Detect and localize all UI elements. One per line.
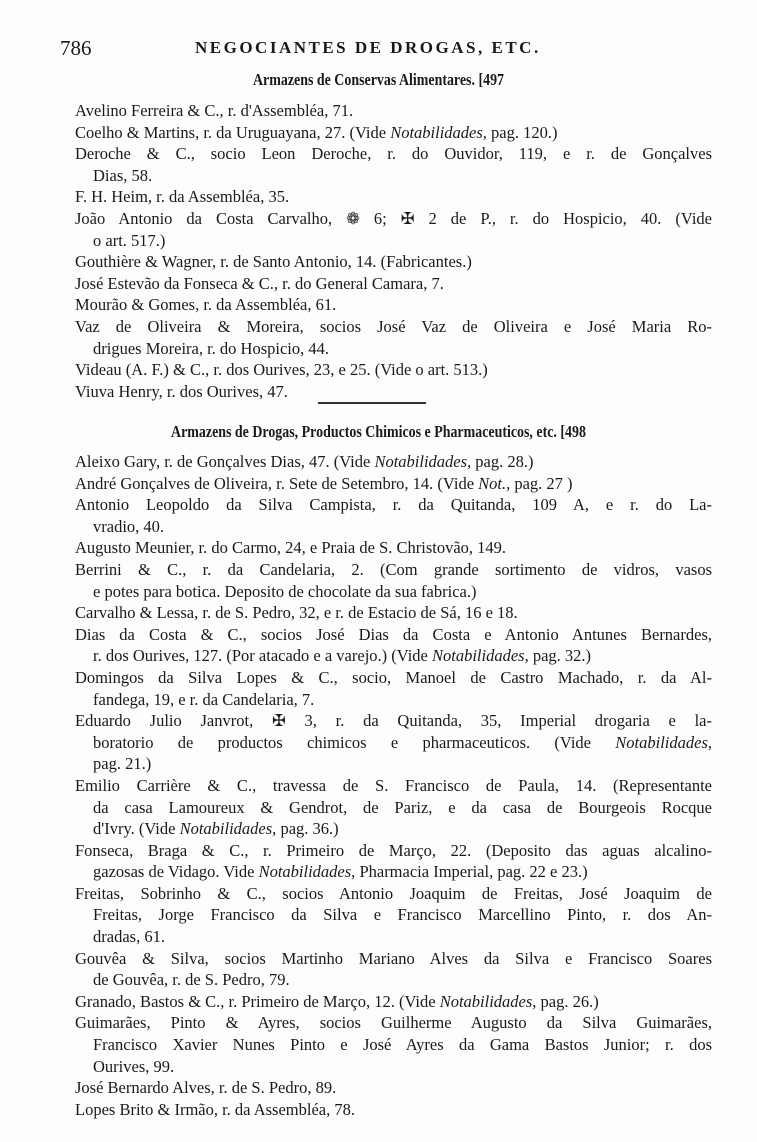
entry-text: r. dos Ourives, 127. (Por atacado e a varejo.) (Vide bbox=[93, 646, 432, 666]
entry-continuation-line bbox=[75, 1056, 712, 1078]
list-item bbox=[75, 624, 712, 667]
entry-text: da casa Lamoureux & Gendrot, de Pariz, e da casa de Bourgeois Rocque bbox=[93, 797, 712, 817]
entry-line bbox=[75, 991, 712, 1013]
entry-text: e potes para botica. Deposito de chocolate da sua fabrica.) bbox=[93, 581, 477, 601]
entry-text: Guimarães, Pinto & Ayres, socios Guilherme Augusto da Silva Guimarães, bbox=[75, 1013, 712, 1033]
entry-continuation-line bbox=[75, 797, 712, 819]
entry-text: pag. 26.) bbox=[536, 991, 599, 1011]
entry-line bbox=[75, 710, 712, 732]
entry-line bbox=[75, 602, 712, 624]
entry-line bbox=[75, 883, 712, 905]
list-item bbox=[75, 1077, 712, 1099]
entry-continuation-line bbox=[75, 732, 712, 754]
entry-line bbox=[75, 451, 712, 473]
entry-text: Deroche & C., socio Leon Deroche, r. do Ouvidor, 119, e r. de Gonçalves bbox=[75, 144, 712, 164]
entry-line bbox=[75, 1012, 712, 1034]
entry-continuation-line bbox=[75, 516, 712, 538]
entry-text: André Gonçalves de Oliveira, r. Sete de Setembro, 14. (Vide bbox=[75, 473, 479, 493]
entry-line bbox=[75, 208, 712, 230]
list-item bbox=[75, 143, 712, 186]
entry-line bbox=[75, 273, 712, 295]
entry-continuation-line bbox=[75, 969, 712, 991]
entry-continuation-line bbox=[75, 645, 712, 667]
list-item bbox=[75, 1099, 712, 1121]
entry-text: Lopes Brito & Irmão, r. da Assembléa, 78. bbox=[75, 1099, 355, 1119]
entry-text: gazosas de Vidago. Vide bbox=[93, 862, 259, 882]
entry-text: pag. 32.) bbox=[528, 646, 592, 666]
entry-text: José Bernardo Alves, r. de S. Pedro, 89. bbox=[75, 1078, 337, 1098]
list-item bbox=[75, 273, 712, 295]
entry-line bbox=[75, 494, 712, 516]
italic-reference: Notabilidades, bbox=[390, 122, 487, 142]
entry-line bbox=[75, 122, 712, 144]
entry-line bbox=[75, 840, 712, 862]
list-item bbox=[75, 1012, 712, 1077]
entry-continuation-line bbox=[75, 904, 712, 926]
italic-reference: Notabilidades, bbox=[439, 991, 537, 1011]
entry-text: pag. 36.) bbox=[276, 819, 339, 839]
list-item bbox=[75, 667, 712, 710]
entry-line bbox=[75, 294, 712, 316]
entry-text: Freitas, Jorge Francisco da Silva e Francisco Marcellino Pinto, r. dos An- bbox=[93, 905, 712, 925]
list-item bbox=[75, 451, 712, 473]
section-divider bbox=[318, 402, 426, 404]
entry-text: pag. 28.) bbox=[471, 452, 534, 471]
entry-text: d'Ivry. (Vide bbox=[93, 819, 180, 839]
italic-reference: Notabilidades, bbox=[258, 862, 356, 882]
running-title: NEGOCIANTES DE DROGAS, ETC. bbox=[195, 38, 541, 57]
list-item bbox=[75, 208, 712, 251]
section-heading-conservas: Armazens de Conservas Alimentares. [497 bbox=[252, 70, 505, 89]
entry-text: Pharmacia Imperial, pag. 22 e 23.) bbox=[355, 862, 588, 882]
list-item bbox=[75, 840, 712, 883]
entry-text: Vaz de Oliveira & Moreira, socios José Vaz de Oliveira e José Maria Ro- bbox=[75, 316, 712, 336]
entry-text: José Estevão da Fonseca & C., r. do General Camara, 7. bbox=[75, 273, 444, 293]
list-item bbox=[75, 316, 712, 359]
entry-line bbox=[75, 624, 712, 646]
entry-text: Coelho & Martins, r. da Uruguayana, 27. (Vide bbox=[75, 122, 391, 142]
entry-continuation-line bbox=[75, 338, 712, 360]
italic-reference: Notabilidades, bbox=[615, 732, 712, 752]
page-number: 786 bbox=[60, 36, 92, 60]
entry-text: Berrini & C., r. da Candelaria, 2. (Com grande sortimento de vidros, vasos bbox=[75, 559, 712, 579]
entry-continuation-line bbox=[75, 1034, 712, 1056]
entry-text: Domingos da Silva Lopes & C., socio, Manoel de Castro Machado, r. da Al- bbox=[75, 667, 712, 687]
list-item bbox=[75, 537, 712, 559]
entry-continuation-line bbox=[75, 581, 712, 603]
entry-continuation-line bbox=[75, 926, 712, 948]
section-conservas-entries bbox=[75, 100, 712, 402]
entry-text: fandega, 19, e r. da Candelaria, 7. bbox=[93, 689, 315, 709]
entry-text: Videau (A. F.) & C., r. dos Ourives, 23, e 25. (Vide o art. 513.) bbox=[75, 360, 488, 380]
entry-text: Gouvêa & Silva, socios Martinho Mariano Alves da Silva e Francisco Soares bbox=[75, 948, 712, 968]
entry-line bbox=[75, 473, 712, 495]
list-item bbox=[75, 883, 712, 948]
entry-text: Francisco Xavier Nunes Pinto e José Ayres da Gama Bastos Junior; r. dos bbox=[93, 1035, 712, 1055]
entry-text: Fonseca, Braga & C., r. Primeiro de Março, 22. (Deposito das aguas alcalino- bbox=[75, 840, 712, 860]
entry-line bbox=[75, 559, 712, 581]
entry-text: Dias, 58. bbox=[93, 165, 153, 185]
entry-continuation-line bbox=[75, 165, 712, 187]
entry-line bbox=[75, 316, 712, 338]
entry-text: Antonio Leopoldo da Silva Campista, r. da Quitanda, 109 A, e r. do La- bbox=[75, 495, 712, 515]
list-item bbox=[75, 294, 712, 316]
section-heading-drogas: Armazens de Drogas, Productos Chimicos e Pharmaceuticos, etc. [498 bbox=[171, 422, 586, 441]
entry-line bbox=[75, 1099, 712, 1121]
list-item bbox=[75, 122, 712, 144]
entry-text: Mourão & Gomes, r. da Assembléa, 61. bbox=[75, 295, 337, 315]
entry-text: drigues Moreira, r. do Hospicio, 44. bbox=[93, 338, 330, 358]
entry-line bbox=[75, 251, 712, 273]
entry-text: dradas, 61. bbox=[93, 927, 165, 947]
entry-text: Viuva Henry, r. dos Ourives, 47. bbox=[75, 381, 288, 401]
entry-continuation-line bbox=[75, 818, 712, 840]
list-item bbox=[75, 948, 712, 991]
entry-line bbox=[75, 667, 712, 689]
list-item bbox=[75, 251, 712, 273]
entry-line bbox=[75, 775, 712, 797]
list-item bbox=[75, 186, 712, 208]
entry-line bbox=[75, 537, 712, 559]
entry-text: Carvalho & Lessa, r. de S. Pedro, 32, e r. de Estacio de Sá, 16 e 18. bbox=[75, 603, 518, 623]
list-item bbox=[75, 602, 712, 624]
entry-line bbox=[75, 186, 712, 208]
entry-text: João Antonio da Costa Carvalho, ❁ 6; ✠ 2 de P., r. do Hospicio, 40. (Vide bbox=[75, 208, 712, 228]
list-item bbox=[75, 991, 712, 1013]
entry-text: pag. 120.) bbox=[486, 122, 558, 142]
list-item bbox=[75, 559, 712, 602]
entry-text: Dias da Costa & C., socios José Dias da Costa e Antonio Antunes Bernardes, bbox=[75, 624, 712, 644]
list-item bbox=[75, 473, 712, 495]
entry-continuation-line bbox=[75, 753, 712, 775]
list-item bbox=[75, 100, 712, 122]
list-item bbox=[75, 381, 712, 403]
italic-reference: Notabilidades, bbox=[179, 819, 277, 839]
entry-text: F. H. Heim, r. da Assembléa, 35. bbox=[75, 187, 290, 207]
entry-continuation-line bbox=[75, 689, 712, 711]
section-drogas-entries bbox=[75, 451, 712, 1120]
entry-text: vradio, 40. bbox=[93, 516, 165, 536]
list-item bbox=[75, 710, 712, 775]
entry-text: Granado, Bastos & C., r. Primeiro de Março, 12. (Vide bbox=[75, 991, 440, 1011]
entry-text: Augusto Meunier, r. do Carmo, 24, e Praia de S. Christovão, 149. bbox=[75, 538, 507, 558]
entry-line bbox=[75, 381, 712, 403]
entry-text: Ourives, 99. bbox=[93, 1056, 175, 1076]
entry-line bbox=[75, 948, 712, 970]
entry-text: Avelino Ferreira & C., r. d'Assembléa, 71. bbox=[75, 101, 354, 120]
entry-text: Gouthière & Wagner, r. de Santo Antonio, 14. (Fabricantes.) bbox=[75, 252, 472, 272]
entry-text: Freitas, Sobrinho & C., socios Antonio Joaquim de Freitas, José Joaquim de bbox=[75, 883, 712, 903]
entry-text: de Gouvêa, r. de S. Pedro, 79. bbox=[93, 970, 290, 990]
italic-reference: Notabilidades, bbox=[431, 646, 529, 666]
entry-text: o art. 517.) bbox=[93, 230, 166, 250]
entry-line bbox=[75, 1077, 712, 1099]
list-item bbox=[75, 359, 712, 381]
entry-text: pag. 27 ) bbox=[510, 473, 573, 493]
list-item bbox=[75, 494, 712, 537]
entry-text: boratorio de productos chimicos e pharmaceuticos. (Vide bbox=[93, 732, 616, 752]
entry-text: Aleixo Gary, r. de Gonçalves Dias, 47. (Vide bbox=[75, 452, 375, 471]
entry-continuation-line bbox=[75, 861, 712, 883]
entry-line bbox=[75, 359, 712, 381]
entry-line bbox=[75, 143, 712, 165]
italic-reference: Not., bbox=[478, 473, 511, 493]
entry-text: Emilio Carrière & C., travessa de S. Francisco de Paula, 14. (Representante bbox=[75, 775, 712, 795]
entry-continuation-line bbox=[75, 230, 712, 252]
entry-text: pag. 21.) bbox=[93, 754, 152, 774]
list-item bbox=[75, 775, 712, 840]
italic-reference: Notabilidades, bbox=[374, 452, 472, 471]
entry-line bbox=[75, 100, 712, 122]
entry-text: Eduardo Julio Janvrot, ✠ 3, r. da Quitanda, 35, Imperial drogaria e la- bbox=[75, 711, 712, 731]
